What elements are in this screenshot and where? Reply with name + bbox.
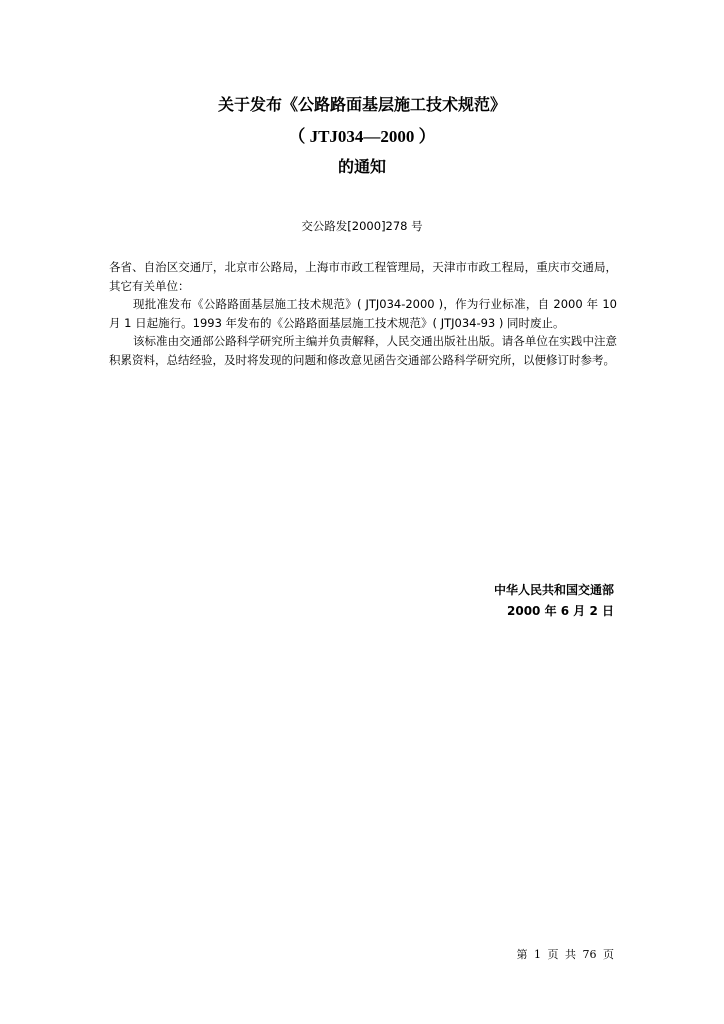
document-number: 交公路发[2000]278 号 bbox=[301, 219, 423, 233]
notice-body bbox=[109, 258, 617, 369]
salutation: 各省、自治区交通厅，北京市公路局，上海市市政工程管理局，天津市市政工程局，重庆市交通局，其它有关单位： bbox=[109, 260, 617, 293]
standard-code: （ JTJ034—2000 ） bbox=[288, 127, 436, 146]
paragraph-approval: 现批准发布《公路路面基层施工技术规范》( JTJ034-2000 )，作为行业标准，自 2000 年 10 月 1 日起施行。1993 年发布的《公路路面基层施工技术规范》( JTJ034-93 ) 同时废止。 bbox=[109, 297, 617, 330]
issue-date: 2000 年 6 月 2 日 bbox=[507, 604, 614, 618]
paragraph-responsibility: 该标准由交通部公路科学研究所主编并负责解释，人民交通出版社出版。请各单位在实践中注意积累资料，总结经验，及时将发现的问题和修改意见函告交通部公路科学研究所，以便修订时参考。 bbox=[109, 334, 617, 367]
notice-heading: 的通知 bbox=[337, 157, 386, 176]
signature-block bbox=[494, 580, 614, 622]
issuing-organization: 中华人民共和国交通部 bbox=[493, 583, 614, 597]
document-title: 关于发布《公路路面基层施工技术规范》 bbox=[217, 95, 506, 114]
page-number: 第 1 页 共 76 页 bbox=[516, 948, 614, 961]
